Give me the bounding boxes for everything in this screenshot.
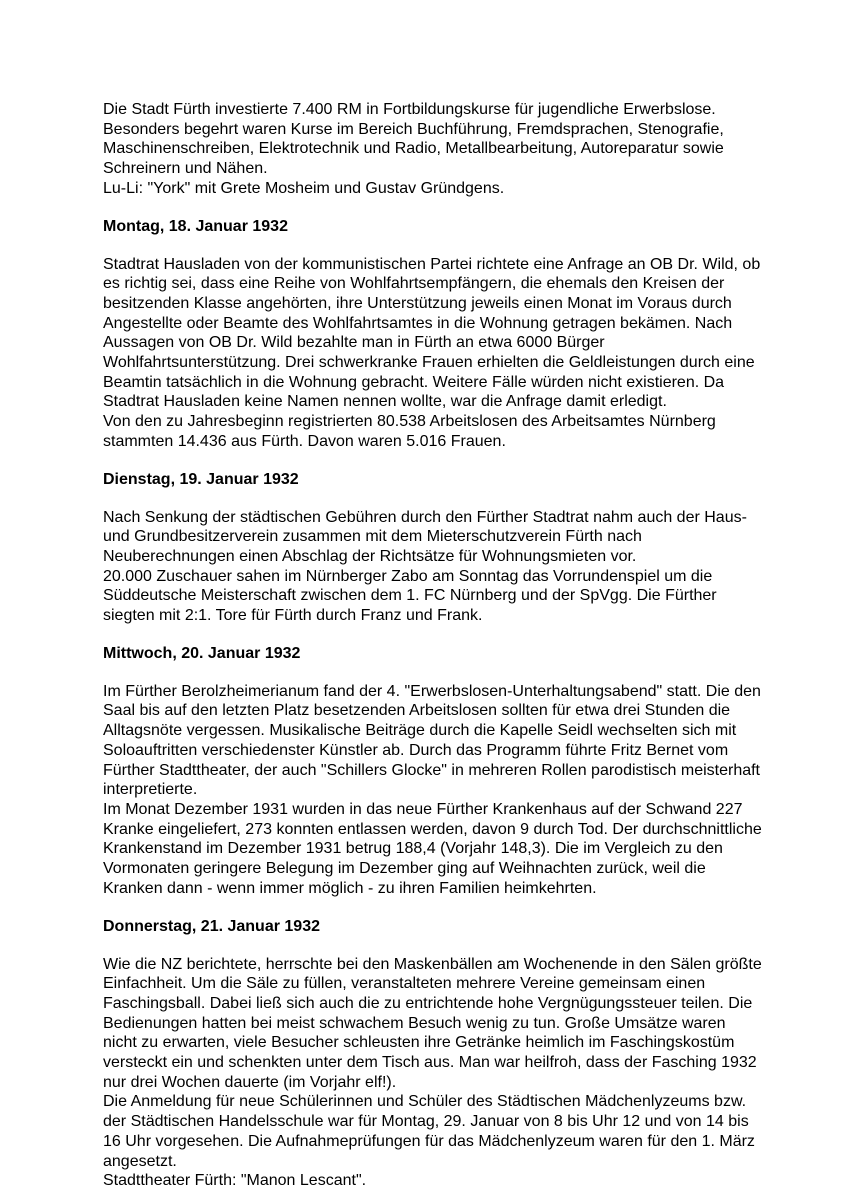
section-heading: Mittwoch, 20. Januar 1932 [103,644,301,662]
section-body [103,255,763,452]
text-line: Einfachheit. Um die Säle zu füllen, veranstalteten mehrere Vereine gemeinsam einen [103,975,706,993]
text-line: Besonders begehrt waren Kurse im Bereich Buchführung, Fremdsprachen, Stenografie, [103,120,724,138]
text-line: Aussagen von OB Dr. Wild bezahlte man in Fürth an etwa 6000 Bürger [103,334,605,352]
text-line: siegten mit 2:1. Tore für Fürth durch Franz und Frank. [103,607,483,625]
text-line: interpretierte. [103,781,198,799]
section-body [103,682,763,899]
section-body [103,955,763,1191]
text-line: 20.000 Zuschauer sahen im Nürnberger Zabo am Sonntag das Vorrundenspiel um die [103,567,713,585]
document-content [103,100,763,1191]
text-line: nur drei Wochen dauerte (im Vorjahr elf!). [103,1073,397,1091]
text-line: Im Monat Dezember 1931 wurden in das neue Fürther Krankenhaus auf der Schwand 227 [103,800,743,818]
text-line: nicht zu erwarten, viele Besucher schleusten ihre Getränke heimlich im Faschingskostüm [103,1034,735,1052]
text-line: Faschingsball. Dabei ließ sich auch die zu entrichtende hohe Vergnügungssteuer teilen. Die [103,994,753,1012]
text-line: Kranke eingeliefert, 273 konnten entlassen werden, davon 9 durch Tod. Der durchschnittliche [103,820,762,838]
text-line: versteckt ein und schenkten unter dem Tisch aus. Man war heilfroh, dass der Fasching 1932 [103,1054,757,1072]
text-line: Stadtrat Hausladen von der kommunistischen Partei richtete eine Anfrage an OB Dr. Wild, ob [103,255,761,273]
text-line: Stadtrat Hausladen keine Namen nennen wollte, war die Anfrage damit erledigt. [103,393,667,411]
text-line: Maschinenschreiben, Elektrotechnik und Radio, Metallbearbeitung, Autoreparatur sowie [103,140,724,158]
text-line: und Grundbesitzerverein zusammen mit dem Mieterschutzverein Fürth nach [103,528,642,546]
text-line: Nach Senkung der städtischen Gebühren durch den Fürther Stadtrat nahm auch der Haus- [103,508,747,526]
text-line: stammten 14.436 aus Fürth. Davon waren 5.016 Frauen. [103,432,506,450]
text-line: Wohlfahrtsunterstützung. Drei schwerkranke Frauen erhielten die Geldleistungen durch eine [103,354,755,372]
text-line: Soloauftritten verschiedenster Künstler ab. Durch das Programm führte Fritz Bernet vom [103,741,729,759]
text-line: Bedienungen hatten bei meist schwachem Besuch wenig zu tun. Große Umsätze waren [103,1014,726,1032]
text-line: Lu-Li: "York" mit Grete Mosheim und Gustav Gründgens. [103,179,505,197]
text-line: Kranken dann - wenn immer möglich - zu ihren Familien heimkehrten. [103,879,597,897]
text-line: besitzenden Klasse angehörten, ihre Unterstützung jeweils einen Monat im Voraus durch [103,294,732,312]
section-mittwoch [103,644,763,899]
section-body [103,508,763,626]
text-line: Die Stadt Fürth investierte 7.400 RM in Fortbildungskurse für jugendliche Erwerbslose. [103,101,716,118]
text-line: Saal bis auf den letzten Platz besetzenden Arbeitslosen sollten für etwa drei Stunden die [103,702,731,720]
section-montag [103,217,763,452]
section-donnerstag [103,917,763,1191]
section-heading: Donnerstag, 21. Januar 1932 [103,917,320,935]
text-line: angesetzt. [103,1152,177,1170]
text-line: Angestellte oder Beamte des Wohlfahrtsamtes in die Wohnung getragen bekämen. Nach [103,314,733,332]
text-line: Die Anmeldung für neue Schülerinnen und Schüler des Städtischen Mädchenlyzeums bzw. [103,1093,747,1111]
text-line: Alltagsnöte vergessen. Musikalische Beiträge durch die Kapelle Seidl wechselten sich mit [103,722,737,740]
text-line: Süddeutsche Meisterschaft zwischen dem 1. FC Nürnberg und der SpVgg. Die Fürther [103,587,717,605]
text-line: Von den zu Jahresbeginn registrierten 80.538 Arbeitslosen des Arbeitsamtes Nürnberg [103,413,716,431]
text-line: 16 Uhr vorgesehen. Die Aufnahmeprüfungen für das Mädchenlyzeum waren für den 1. März [103,1132,755,1150]
intro-paragraph [103,100,763,199]
text-line: es richtig sei, dass eine Reihe von Wohlfahrtsempfängern, die ehemals den Kreisen der [103,275,725,293]
text-line: Neuberechnungen einen Abschlag der Richtsätze für Wohnungsmieten vor. [103,547,637,565]
section-dienstag [103,470,763,626]
text-line: Fürther Stadttheater, der auch "Schillers Glocke" in mehreren Rollen parodistisch meisterhaft [103,761,760,779]
section-heading: Montag, 18. Januar 1932 [103,217,288,235]
text-line: Krankenstand im Dezember 1931 betrug 188,4 (Vorjahr 148,3). Die im Vergleich zu den [103,840,723,858]
text-line: Im Fürther Berolzheimerianum fand der 4. "Erwerbslosen-Unterhaltungsabend" statt. Die den [103,682,761,700]
text-line: Schreinern und Nähen. [103,160,268,178]
section-heading: Dienstag, 19. Januar 1932 [103,470,299,488]
text-line: Wie die NZ berichtete, herrschte bei den Maskenbällen am Wochenende in den Sälen größte [103,955,762,973]
text-line: Beamtin tatsächlich in die Wohnung gebracht. Weitere Fälle würden nicht existieren. Da [103,373,725,391]
text-line: Vormonaten geringere Belegung im Dezember ging auf Weihnachten zurück, weil die [103,860,706,878]
text-line: der Städtischen Handelsschule war für Montag, 29. Januar von 8 bis Uhr 12 und von 14 bis [103,1113,749,1131]
text-line: Stadttheater Fürth: "Manon Lescant". [103,1172,367,1190]
